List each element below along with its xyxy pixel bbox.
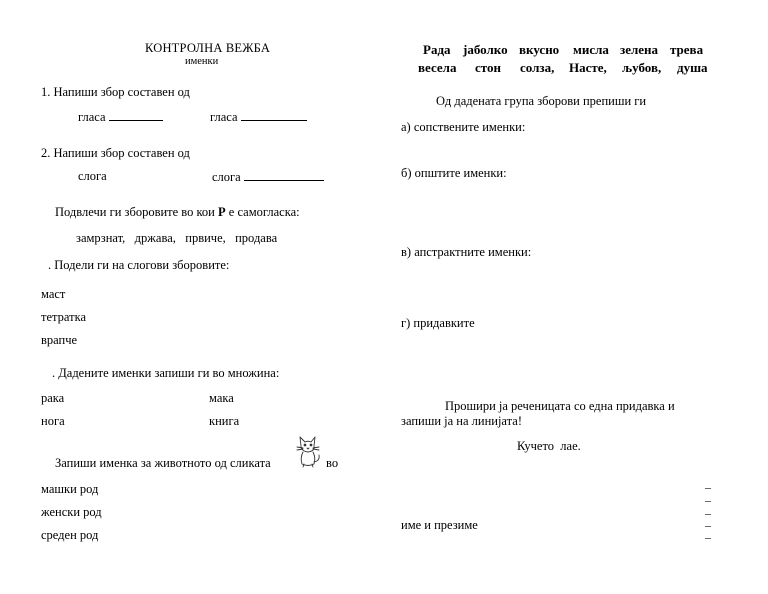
answer-line-4[interactable]: – bbox=[705, 518, 711, 532]
answer-line-1[interactable]: – bbox=[705, 480, 711, 494]
q6-text-post: во bbox=[326, 456, 339, 470]
q2-answer-b bbox=[212, 169, 324, 184]
q1-label-a: гласа bbox=[78, 110, 106, 124]
question-4: . Подели ги на слогови зборовите: bbox=[48, 258, 230, 272]
q6-item-1: машки род bbox=[41, 482, 99, 496]
word-1-2: јаболко bbox=[463, 42, 508, 57]
q1-label-b: гласа bbox=[210, 110, 238, 124]
q3-text-post: е самогласка: bbox=[225, 205, 300, 219]
q5-item-2: нога bbox=[41, 414, 65, 428]
test-subtitle: именки bbox=[185, 56, 219, 67]
word-2-3: солза, bbox=[520, 60, 555, 75]
instruction: Од дадената група зборови препиши ги bbox=[436, 94, 647, 108]
expand-instruction-1: Прошири ја реченицата со една придавка и bbox=[445, 399, 675, 413]
q4-item-3: врапче bbox=[41, 333, 78, 347]
question-6: Запиши именка за животното од сликата bbox=[55, 456, 271, 470]
q5-item-3: мака bbox=[209, 391, 234, 405]
q1-answer-a bbox=[78, 109, 163, 124]
task-b: б) општите именки: bbox=[401, 166, 507, 180]
q4-item-1: маст bbox=[41, 287, 66, 301]
name-label: име и презиме bbox=[401, 518, 478, 532]
question-5: . Дадените именки запиши ги во множина: bbox=[52, 366, 280, 380]
task-c: в) апстрактните именки: bbox=[401, 245, 532, 259]
expand-instruction-2: запиши ја на линијата! bbox=[401, 414, 522, 428]
word-2-6: душа bbox=[677, 60, 708, 75]
word-1-3: вкусно bbox=[519, 42, 560, 57]
q2-answer-a: слога bbox=[78, 169, 107, 183]
task-d: г) придавките bbox=[401, 316, 475, 330]
q3-words: замрзнат, држава, првиче, продава bbox=[76, 231, 278, 245]
test-title: КОНТРОЛНА ВЕЖБА bbox=[145, 41, 271, 55]
word-2-5: љубов, bbox=[622, 60, 662, 75]
q3-text-pre: Подвлечи ги зборовите во кои bbox=[55, 205, 219, 219]
q1-blank-b[interactable] bbox=[241, 109, 307, 121]
q3-letter: Р bbox=[218, 205, 226, 219]
q5-item-4: книга bbox=[209, 414, 240, 428]
q4-item-2: тетратка bbox=[41, 310, 86, 324]
question-1: 1. Напиши збор составен од bbox=[41, 85, 190, 99]
q5-item-1: рака bbox=[41, 391, 65, 405]
q1-blank-a[interactable] bbox=[109, 109, 163, 121]
question-3 bbox=[55, 205, 300, 219]
q6-item-3: среден род bbox=[41, 528, 99, 542]
sentence: Кучето лае. bbox=[517, 439, 581, 453]
answer-line-5[interactable]: – bbox=[705, 530, 711, 544]
q1-answer-b bbox=[210, 109, 307, 124]
word-2-4: Насте, bbox=[569, 60, 607, 75]
word-2-2: стон bbox=[475, 60, 501, 75]
q2-blank-b[interactable] bbox=[244, 169, 324, 181]
answer-line-2[interactable]: – bbox=[705, 493, 711, 507]
q6-item-2: женски род bbox=[41, 505, 102, 519]
word-1-6: трева bbox=[670, 42, 704, 57]
word-2-1: весела bbox=[418, 60, 457, 75]
word-1-5: зелена bbox=[620, 42, 659, 57]
answer-line-3[interactable]: – bbox=[705, 506, 711, 520]
q2-label-b: слога bbox=[212, 170, 241, 184]
word-1-1: Рада bbox=[423, 42, 451, 57]
question-2: 2. Напиши збор составен од bbox=[41, 146, 190, 160]
cat-icon bbox=[294, 434, 322, 468]
word-1-4: мисла bbox=[573, 42, 609, 57]
task-a: а) сопствените именки: bbox=[401, 120, 526, 134]
